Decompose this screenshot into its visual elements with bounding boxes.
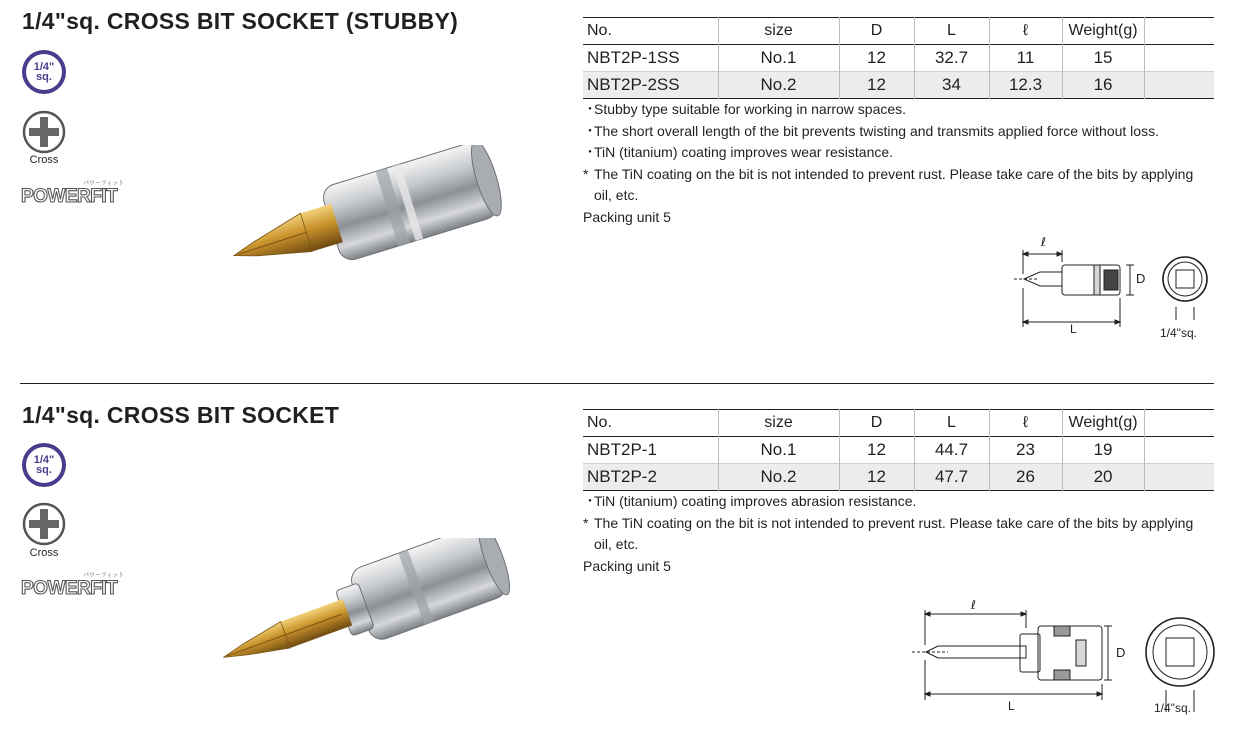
note-item: [583, 142, 1213, 164]
dim-label-sq: 1/4"sq.: [1154, 701, 1191, 715]
cell-weight: 16: [1062, 72, 1144, 99]
cell-no: NBT2P-1SS: [587, 48, 680, 67]
cross-tip-icon: [22, 502, 66, 546]
packing-unit: Packing unit 5: [583, 557, 671, 574]
cell-size: No.2: [718, 464, 839, 491]
col-header-no: No.: [587, 414, 612, 431]
dimension-diagram: [908, 600, 1228, 730]
col-header-blank: [1144, 18, 1214, 45]
brand-kana: パワーフィット: [83, 180, 125, 187]
brand-name: POWERFIT: [21, 186, 118, 204]
feature-notes: [583, 491, 1213, 577]
table-row: [583, 437, 1214, 464]
dim-label-ell: ℓ: [971, 600, 976, 612]
cell-weight: 19: [1062, 437, 1144, 464]
section-title: 1/4"sq. CROSS BIT SOCKET: [22, 402, 340, 428]
packing-unit: Packing unit 5: [583, 208, 671, 225]
col-header-weight: Weight(g): [1062, 410, 1144, 437]
powerfit-logo: [21, 178, 125, 204]
table-header-row: [583, 18, 1214, 45]
product-section-standard: [0, 390, 1243, 745]
table-header-row: [583, 410, 1214, 437]
square-drive-badge: [22, 443, 66, 487]
table-row: [583, 464, 1214, 491]
note-item: [583, 99, 1213, 121]
cell-size: No.1: [718, 437, 839, 464]
col-header-l: L: [914, 410, 989, 437]
table-row: [583, 45, 1214, 72]
dim-label-sq: 1/4"sq.: [1160, 326, 1197, 340]
cell-extra: [1144, 437, 1214, 464]
note-text: Stubby type suitable for working in narrow spaces.: [594, 101, 907, 117]
brand-kana: パワーフィット: [83, 572, 125, 579]
spec-table: [583, 17, 1214, 99]
cell-weight: 15: [1062, 45, 1144, 72]
cell-d: 12: [839, 72, 914, 99]
note-text: The short overall length of the bit prevents twisting and transmits applied force without loss.: [594, 122, 1159, 139]
dimension-diagram: [1010, 232, 1215, 344]
note-mark: ・: [583, 144, 597, 160]
square-drive-badge: [22, 50, 66, 94]
note-text: TiN (titanium) coating improves wear resistance.: [594, 144, 894, 160]
dim-label-ell: ℓ: [1041, 235, 1046, 249]
feature-notes: [583, 99, 1213, 228]
cell-no: NBT2P-2: [587, 467, 657, 486]
cell-weight: 20: [1062, 464, 1144, 491]
col-header-size: size: [718, 18, 839, 45]
col-header-l: L: [914, 18, 989, 45]
cell-no: NBT2P-2SS: [587, 75, 680, 94]
cell-size: No.2: [718, 72, 839, 99]
col-header-blank: [1144, 410, 1214, 437]
col-header-no: No.: [587, 22, 612, 39]
note-text: TiN (titanium) coating improves abrasion resistance.: [594, 493, 917, 509]
table-row: [583, 72, 1214, 99]
dim-label-l: L: [1008, 699, 1015, 713]
cell-l: 34: [914, 72, 989, 99]
cross-label: Cross: [29, 154, 59, 166]
cell-extra: [1144, 72, 1214, 99]
cell-l: 44.7: [914, 437, 989, 464]
col-header-weight: Weight(g): [1062, 18, 1144, 45]
cell-d: 12: [839, 437, 914, 464]
dim-label-l: L: [1070, 322, 1077, 336]
cell-ell: 23: [989, 437, 1062, 464]
note-mark: *: [583, 165, 589, 182]
spec-table: [583, 409, 1214, 491]
cell-d: 12: [839, 45, 914, 72]
note-item: [583, 513, 1194, 556]
col-header-ell: ℓ: [989, 18, 1062, 45]
cross-label: Cross: [29, 547, 59, 559]
col-header-ell: ℓ: [989, 410, 1062, 437]
cell-extra: [1144, 45, 1214, 72]
note-item: [583, 121, 1213, 143]
dim-label-d: D: [1116, 645, 1126, 660]
cell-l: 32.7: [914, 45, 989, 72]
note-item: [583, 491, 1213, 513]
cross-tip-icon: [22, 110, 66, 154]
brand-name: POWERFIT: [21, 578, 118, 596]
section-title: 1/4"sq. CROSS BIT SOCKET (STUBBY): [22, 8, 459, 34]
cell-ell: 12.3: [989, 72, 1062, 99]
col-header-d: D: [839, 18, 914, 45]
badge-line2: sq.: [36, 464, 52, 476]
note-item: [583, 164, 1194, 207]
cell-extra: [1144, 464, 1214, 491]
section-divider: [20, 383, 1214, 384]
note-text: The TiN coating on the bit is not intended to prevent rust. Please take care of the bits by applying oil, etc.: [594, 514, 1194, 552]
col-header-size: size: [718, 410, 839, 437]
cell-no: NBT2P-1: [587, 440, 657, 459]
note-text: The TiN coating on the bit is not intended to prevent rust. Please take care of the bits by applying oil, etc.: [594, 165, 1194, 203]
note-mark: ・: [583, 122, 597, 139]
note-mark: *: [583, 514, 589, 531]
cell-ell: 26: [989, 464, 1062, 491]
badge-line2: sq.: [36, 71, 52, 83]
col-header-d: D: [839, 410, 914, 437]
stubby-bit-socket-image: [220, 145, 510, 280]
badge-line1: 1/4": [33, 61, 55, 73]
dim-label-d: D: [1136, 271, 1146, 286]
cell-ell: 11: [989, 45, 1062, 72]
bit-socket-image: [210, 538, 510, 670]
cell-size: No.1: [718, 45, 839, 72]
cell-l: 47.7: [914, 464, 989, 491]
note-mark: ・: [583, 101, 597, 117]
badge-line1: 1/4": [33, 454, 55, 466]
cell-d: 12: [839, 464, 914, 491]
note-mark: ・: [583, 493, 597, 509]
powerfit-logo: [21, 570, 125, 596]
